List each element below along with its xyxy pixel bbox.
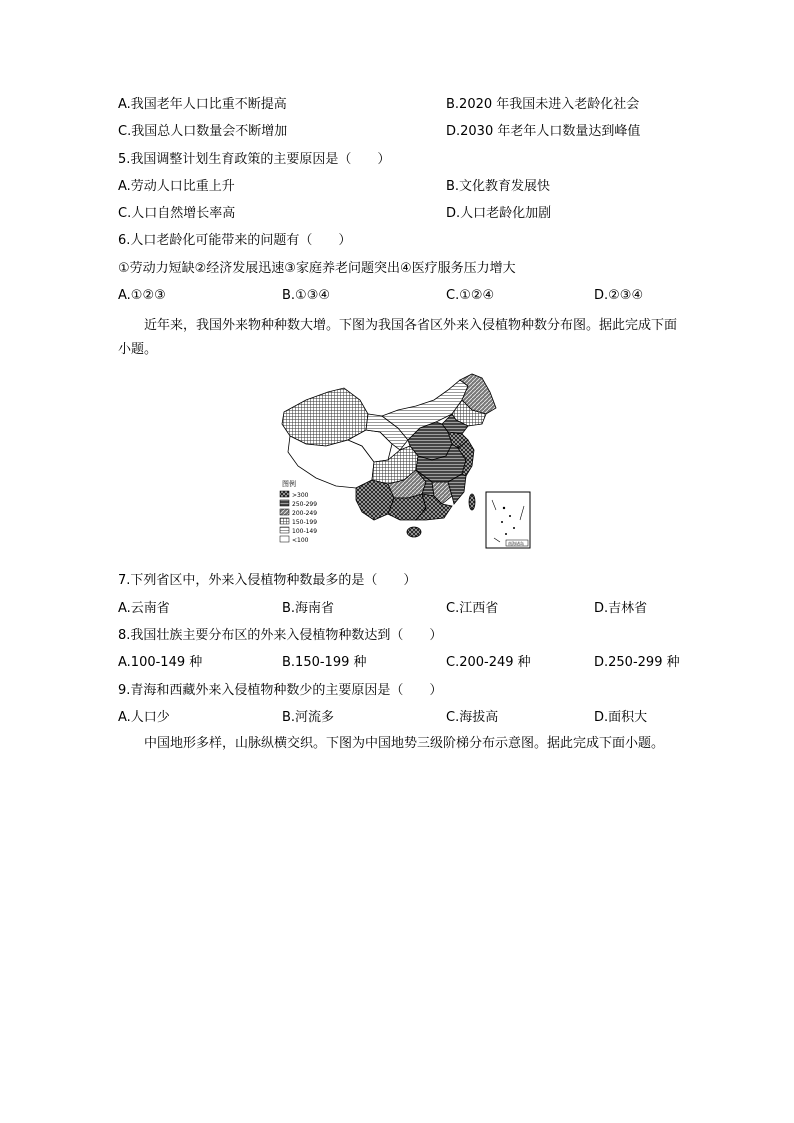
q4-option-b: B.2020 年我国未进入老龄化社会	[446, 97, 640, 112]
q9-option-a: A.人口少	[118, 710, 170, 725]
q9-option-c: C.海拔高	[446, 710, 499, 725]
intro-paragraph-1: 近年来，我国外来物种种数大增。下图为我国各省区外来入侵植物种数分布图。据此完成下面小题。	[118, 318, 678, 357]
q4-option-d: D.2030 年老年人口数量达到峰值	[446, 124, 641, 139]
region-hainan	[407, 527, 421, 537]
legend-label-300: >300	[292, 492, 309, 499]
q8-option-a: A.100-149 种	[118, 655, 203, 670]
south-china-sea-inset	[486, 492, 530, 548]
legend-label-250: 250-299	[292, 501, 318, 508]
q6-option-c: C.①②④	[446, 288, 495, 303]
q8-stem: 8.我国壮族主要分布区的外来入侵植物种数达到（ ）	[118, 628, 443, 643]
legend-label-lt100: <100	[292, 537, 309, 544]
q7-option-d: D.吉林省	[594, 601, 648, 616]
legend-swatch-200	[280, 509, 289, 515]
q8-option-c: C.200-249 种	[446, 655, 531, 670]
legend-label-100: 100-149	[292, 528, 318, 535]
legend-title: 图例	[282, 480, 296, 488]
q5-option-b: B.文化教育发展快	[446, 179, 551, 194]
legend-swatch-150	[280, 518, 289, 524]
q7-stem: 7.下列省区中，外来入侵植物种数最多的是（ ）	[118, 573, 417, 588]
legend-swatch-300	[280, 491, 289, 497]
q9-stem: 9.青海和西藏外来入侵植物种数少的主要原因是（ ）	[118, 683, 443, 698]
legend-swatch-250	[280, 500, 289, 506]
q9-option-b: B.河流多	[282, 710, 335, 725]
legend	[280, 491, 317, 544]
q6-items: ①劳动力短缺②经济发展迅速③家庭养老问题突出④医疗服务压力增大	[118, 261, 516, 276]
q4-option-c: C.我国总人口数量会不断增加	[118, 124, 288, 139]
q7-option-c: C.江西省	[446, 601, 499, 616]
q5-option-a: A.劳动人口比重上升	[118, 179, 235, 194]
legend-swatch-lt100	[280, 536, 289, 542]
legend-label-200: 200-249	[292, 510, 318, 517]
q4-option-a: A.我国老年人口比重不断提高	[118, 97, 287, 112]
q7-option-b: B.海南省	[282, 601, 335, 616]
q6-option-d: D.②③④	[594, 288, 644, 303]
q6-option-b: B.①③④	[282, 288, 331, 303]
q7-option-a: A.云南省	[118, 601, 170, 616]
q5-option-d: D.人口老龄化加剧	[446, 206, 552, 221]
q5-option-c: C.人口自然增长率高	[118, 206, 236, 221]
legend-label-150: 150-199	[292, 519, 318, 526]
q8-option-b: B.150-199 种	[282, 655, 367, 670]
q9-option-d: D.面积大	[594, 710, 648, 725]
inset-label: 南海诸岛	[508, 541, 524, 546]
legend-swatch-100	[280, 527, 289, 533]
q8-option-d: D.250-299 种	[594, 655, 680, 670]
region-taiwan	[469, 494, 475, 510]
q6-option-a: A.①②③	[118, 288, 166, 303]
invasive-species-map	[276, 370, 534, 554]
q6-stem: 6.人口老龄化可能带来的问题有（ ）	[118, 233, 352, 248]
intro-paragraph-2: 中国地形多样，山脉纵横交织。下图为中国地势三级阶梯分布示意图。据此完成下面小题。	[144, 736, 665, 751]
q5-stem: 5.我国调整计划生育政策的主要原因是（ ）	[118, 152, 391, 167]
